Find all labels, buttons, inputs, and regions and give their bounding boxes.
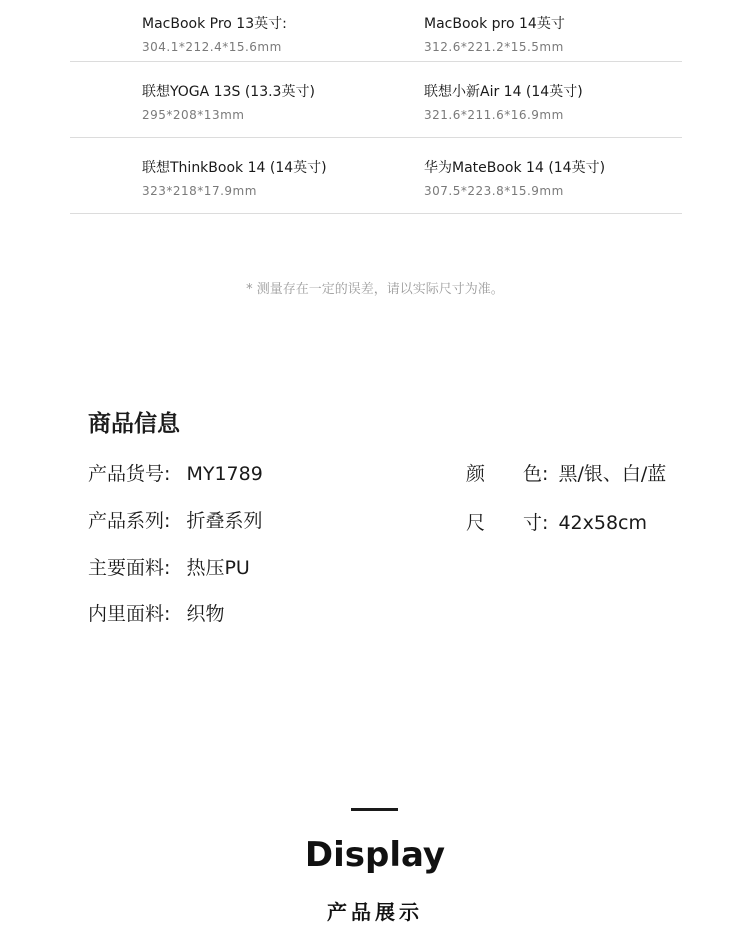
laptop-model: 华为MateBook 14 (14英寸) xyxy=(424,160,606,176)
info-label: 尺 寸: xyxy=(466,512,549,534)
product-info-heading: 商品信息 xyxy=(88,411,180,437)
laptop-model: 联想小新Air 14 (14英寸) xyxy=(424,84,583,100)
laptop-dimensions: 307.5*223.8*15.9mm xyxy=(424,184,564,198)
measurement-note: * 测量存在一定的误差，请以实际尺寸为准。 xyxy=(246,282,504,297)
info-value: MY1789 xyxy=(186,463,263,485)
product-sku xyxy=(88,461,263,487)
info-label: 产品货号: xyxy=(88,463,171,485)
list-item xyxy=(142,138,327,199)
display-subheading: 产品展示 xyxy=(327,900,423,924)
display-heading: Display xyxy=(304,835,446,875)
table-row xyxy=(70,0,682,62)
list-item xyxy=(424,0,565,55)
table-row xyxy=(70,138,682,214)
section-divider xyxy=(351,808,398,811)
list-item xyxy=(142,0,287,55)
laptop-dimensions: 323*218*17.9mm xyxy=(142,184,257,198)
lining-material xyxy=(88,601,224,627)
list-item xyxy=(142,62,315,123)
laptop-model: MacBook pro 14英寸 xyxy=(424,16,565,32)
product-size xyxy=(466,510,647,536)
table-row xyxy=(70,62,682,138)
info-label: 主要面料: xyxy=(88,557,171,579)
info-value: 热压PU xyxy=(186,557,250,579)
main-material xyxy=(88,555,250,581)
info-value: 折叠系列 xyxy=(186,510,263,532)
laptop-compatibility-table xyxy=(70,0,682,214)
info-label: 产品系列: xyxy=(88,510,171,532)
laptop-model: 联想YOGA 13S (13.3英寸) xyxy=(142,84,315,100)
info-value: 黑/银、白/蓝 xyxy=(558,463,667,485)
product-color xyxy=(466,461,666,487)
laptop-dimensions: 304.1*212.4*15.6mm xyxy=(142,40,282,54)
laptop-dimensions: 295*208*13mm xyxy=(142,108,245,122)
laptop-model: MacBook Pro 13英寸: xyxy=(142,16,287,32)
list-item xyxy=(424,138,605,199)
info-label: 颜 色: xyxy=(466,463,549,485)
laptop-model: 联想ThinkBook 14 (14英寸) xyxy=(142,160,327,176)
info-value: 42x58cm xyxy=(558,512,648,534)
list-item xyxy=(424,62,583,123)
info-label: 内里面料: xyxy=(88,603,171,625)
info-value: 织物 xyxy=(186,603,225,625)
product-series xyxy=(88,508,262,534)
laptop-dimensions: 312.6*221.2*15.5mm xyxy=(424,40,564,54)
laptop-dimensions: 321.6*211.6*16.9mm xyxy=(424,108,564,122)
